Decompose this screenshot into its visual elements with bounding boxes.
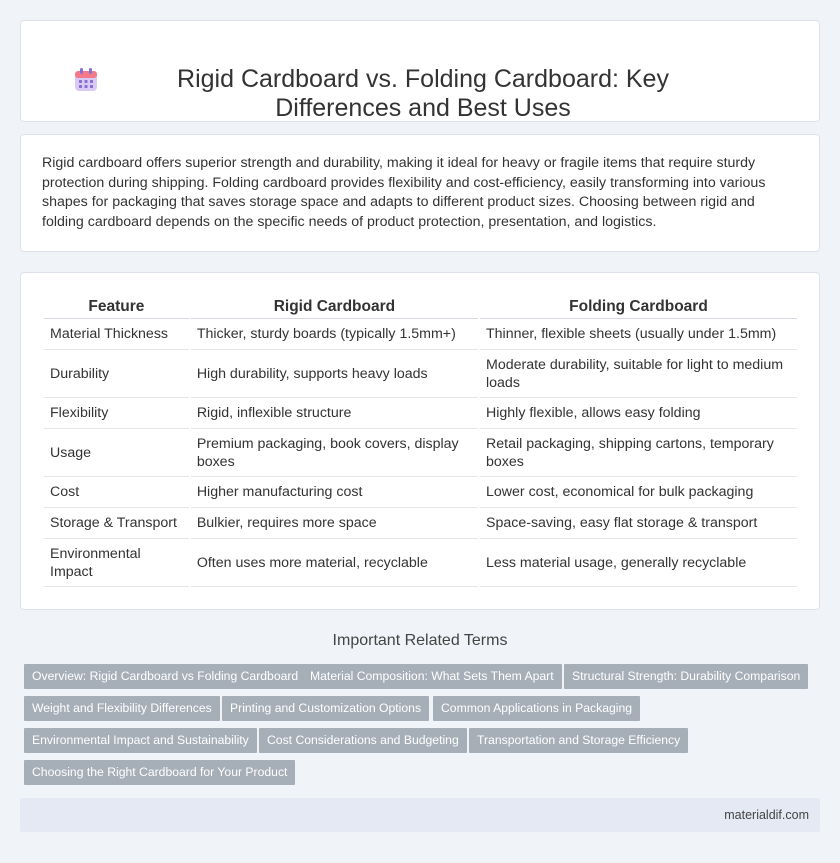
cell-folding: Moderate durability, suitable for light to medium loads [480,350,797,398]
cell-feature: Flexibility [44,398,189,429]
table-row [44,477,797,508]
title-card [20,20,820,122]
cell-feature: Material Thickness [44,319,189,350]
cell-folding: Space-saving, easy flat storage & transport [480,508,797,539]
cell-folding: Retail packaging, shipping cartons, temporary boxes [480,429,797,477]
cell-folding: Lower cost, economical for bulk packaging [480,477,797,508]
cell-rigid: Premium packaging, book covers, display boxes [191,429,478,477]
footer-site-link[interactable]: materialdif.com [724,808,809,822]
related-term-tag[interactable]: Structural Strength: Durability Comparison [564,664,808,689]
cell-rigid: Thicker, sturdy boards (typically 1.5mm+) [191,319,478,350]
cell-rigid: High durability, supports heavy loads [191,350,478,398]
header-feature: Feature [44,295,189,319]
table-row [44,398,797,429]
cell-rigid: Bulkier, requires more space [191,508,478,539]
related-term-tag[interactable]: Printing and Customization Options [222,696,429,721]
cell-feature: Durability [44,350,189,398]
cell-folding: Thinner, flexible sheets (usually under 1.5mm) [480,319,797,350]
cell-rigid: Rigid, inflexible structure [191,398,478,429]
related-terms-title: Important Related Terms [332,632,508,649]
table-row [44,539,797,587]
related-term-tag[interactable]: Material Composition: What Sets Them Apart [302,664,562,689]
cell-rigid: Higher manufacturing cost [191,477,478,508]
cell-feature: Environmental Impact [44,539,189,587]
table-row [44,429,797,477]
header-folding: Folding Cardboard [480,295,797,319]
comparison-card [20,272,820,610]
cell-rigid: Often uses more material, recyclable [191,539,478,587]
header-rigid: Rigid Cardboard [191,295,478,319]
cell-feature: Usage [44,429,189,477]
related-term-tag[interactable]: Choosing the Right Cardboard for Your Product [24,760,295,785]
related-term-tag[interactable]: Transportation and Storage Efficiency [469,728,688,753]
table-row [44,350,797,398]
footer [20,798,820,832]
related-term-tag[interactable]: Weight and Flexibility Differences [24,696,220,721]
cell-feature: Cost [44,477,189,508]
table-row [44,319,797,350]
page-title: Rigid Cardboard vs. Folding Cardboard: Key Differences and Best Uses [177,65,669,122]
cell-folding: Highly flexible, allows easy folding [480,398,797,429]
related-term-tag[interactable]: Overview: Rigid Cardboard vs Folding Cardboard [24,664,306,689]
cell-feature: Storage & Transport [44,508,189,539]
intro-paragraph: Rigid cardboard offers superior strength and durability, making it ideal for heavy or fragile items that require sturdy protection during shipping. Folding cardboard provides flexibility and cost-efficiency, easily transforming into various shapes for packaging that saves storage space and adapts to different product sizes. Choosing between rigid and folding cardboard depends on the specific needs of product protection, presentation, and logistics. [42,155,766,230]
cell-folding: Less material usage, generally recyclable [480,539,797,587]
related-term-tag[interactable]: Common Applications in Packaging [433,696,640,721]
related-term-tag[interactable]: Cost Considerations and Budgeting [259,728,467,753]
calendar-icon [73,67,99,93]
table-row [44,508,797,539]
intro-card [20,134,820,252]
related-term-tag[interactable]: Environmental Impact and Sustainability [24,728,257,753]
comparison-table [42,295,799,587]
table-header-row [44,295,797,319]
